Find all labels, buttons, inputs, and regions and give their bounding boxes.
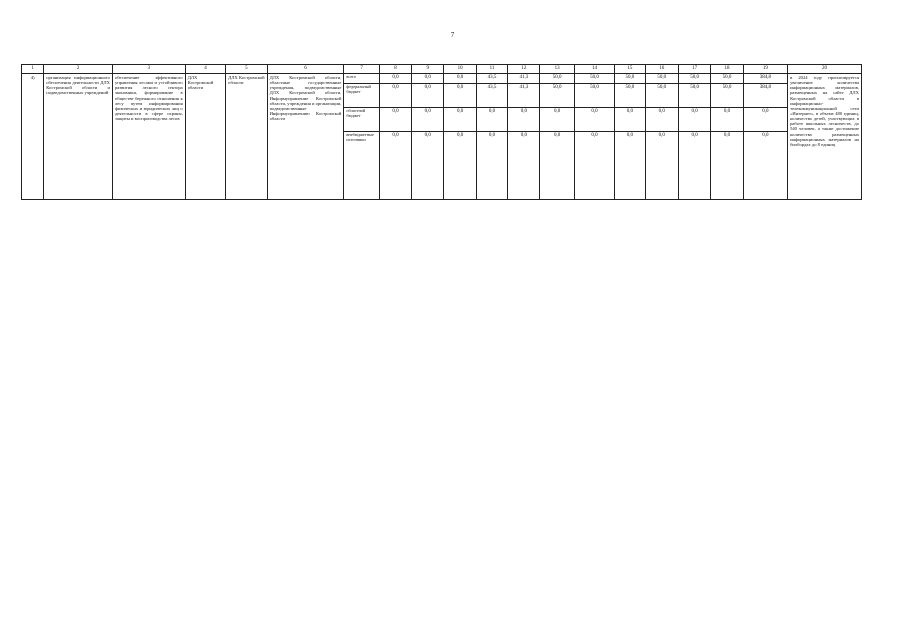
column-header: 9 [412,65,444,74]
activity-goal: обеспечение эффективного управления лесами и устойчивого развития лесного сектора экономики, формирование в обществе бережного отношения к лесу путем информирования физических и юридических лиц о деятельности в сфере охраны, защиты и воспроизводства лесов [112,74,185,200]
program-table [21,64,862,200]
funding-value: 0,0 [444,74,476,84]
page-number: 7 [450,31,455,39]
funding-value: 0,0 [615,132,645,200]
funding-value: 50,0 [711,84,743,108]
funding-value: 43,5 [476,74,507,84]
funding-value: 43,5 [476,84,507,108]
funding-value: 41,3 [508,74,540,84]
funding-value: 0,0 [574,132,614,200]
funding-value: 0,0 [540,132,574,200]
column-header: 8 [379,65,411,74]
funding-value: 0,0 [444,132,476,200]
funding-value: 0,0 [574,108,614,132]
funding-value: 0,0 [615,108,645,132]
funding-value: 50,0 [678,84,710,108]
funding-value: 50,0 [615,74,645,84]
funding-value: 50,0 [615,84,645,108]
funding-total: 384,8 [743,84,787,108]
participants: ДЛХ Костромской области, областные государственные учреждения, подведомственные ДЛХ Костромской области, Информуправление Костромской области, учреждения и организации, подведомственные Информуправлению Костромской области [267,74,344,200]
funding-source: внебюджетные источники [344,132,379,200]
column-header: 20 [788,65,862,74]
funding-value: 41,3 [508,84,540,108]
funding-value: 0,0 [444,108,476,132]
funding-source: областной бюджет [344,108,379,132]
funding-value: 0,0 [678,108,710,132]
funding-value: 0,0 [711,108,743,132]
column-header: 5 [226,65,267,74]
table-row [22,74,862,84]
column-header: 7 [344,65,379,74]
column-header: 13 [540,65,574,74]
funding-total: 384,8 [743,74,787,84]
funding-value: 0,0 [645,108,678,132]
column-header: 11 [476,65,507,74]
funding-total: 0,0 [743,108,787,132]
column-header: 16 [645,65,678,74]
funding-value: 0,0 [508,108,540,132]
funding-value: 50,0 [574,74,614,84]
funding-source: федеральный бюджет [344,84,379,108]
header-row [22,65,862,74]
funding-value: 0,0 [645,132,678,200]
funding-value: 50,0 [645,74,678,84]
funding-value: 50,0 [678,74,710,84]
column-header: 6 [267,65,344,74]
activity-name: организация информационного обеспечения деятельности ДЛХ Костромской области и подведомственных учреждений [44,74,113,200]
funding-value: 0,0 [508,132,540,200]
funding-total: 0,0 [743,132,787,200]
funding-value: 0,0 [540,108,574,132]
column-header: 4 [185,65,225,74]
column-header: 10 [444,65,476,74]
funding-source: всего [344,74,379,84]
funding-value: 50,0 [645,84,678,108]
column-header: 2 [44,65,113,74]
funding-value: 0,0 [711,132,743,200]
funding-value: 50,0 [574,84,614,108]
funding-value: 0,0 [412,74,444,84]
funding-value: 0,0 [412,108,444,132]
column-header: 18 [711,65,743,74]
funding-value: 50,0 [711,74,743,84]
funding-value: 50,0 [540,84,574,108]
column-header: 15 [615,65,645,74]
funding-value: 0,0 [379,74,411,84]
row-number: 4) [22,74,44,200]
funding-value: 0,0 [412,84,444,108]
funding-value: 0,0 [412,132,444,200]
funding-value: 50,0 [540,74,574,84]
expected-result: в 2024 году прогнозируется увеличение количества информационных материалов, размещенных на сайте ДЛХ Костромской области в информационно-телекоммуникационной сети «Интернет», в объеме 480 единиц, количества детей, участвующих в работе школьных лесничеств, до 540 человек, а также достижение количества размещенных информационных материалов на билбордах до 8 единиц [788,74,862,200]
column-header: 17 [678,65,710,74]
funding-value: 0,0 [379,108,411,132]
column-header: 14 [574,65,614,74]
responsible-executor: ДЛХ Костромской области [185,74,225,200]
column-header: 3 [112,65,185,74]
funding-value: 0,0 [476,108,507,132]
column-header: 1 [22,65,44,74]
co-executor: ДЛХ Костромской области [226,74,267,200]
funding-value: 0,0 [678,132,710,200]
funding-value: 0,0 [379,132,411,200]
column-header: 12 [508,65,540,74]
funding-value: 0,0 [476,132,507,200]
funding-value: 0,0 [444,84,476,108]
funding-value: 0,0 [379,84,411,108]
column-header: 19 [743,65,787,74]
